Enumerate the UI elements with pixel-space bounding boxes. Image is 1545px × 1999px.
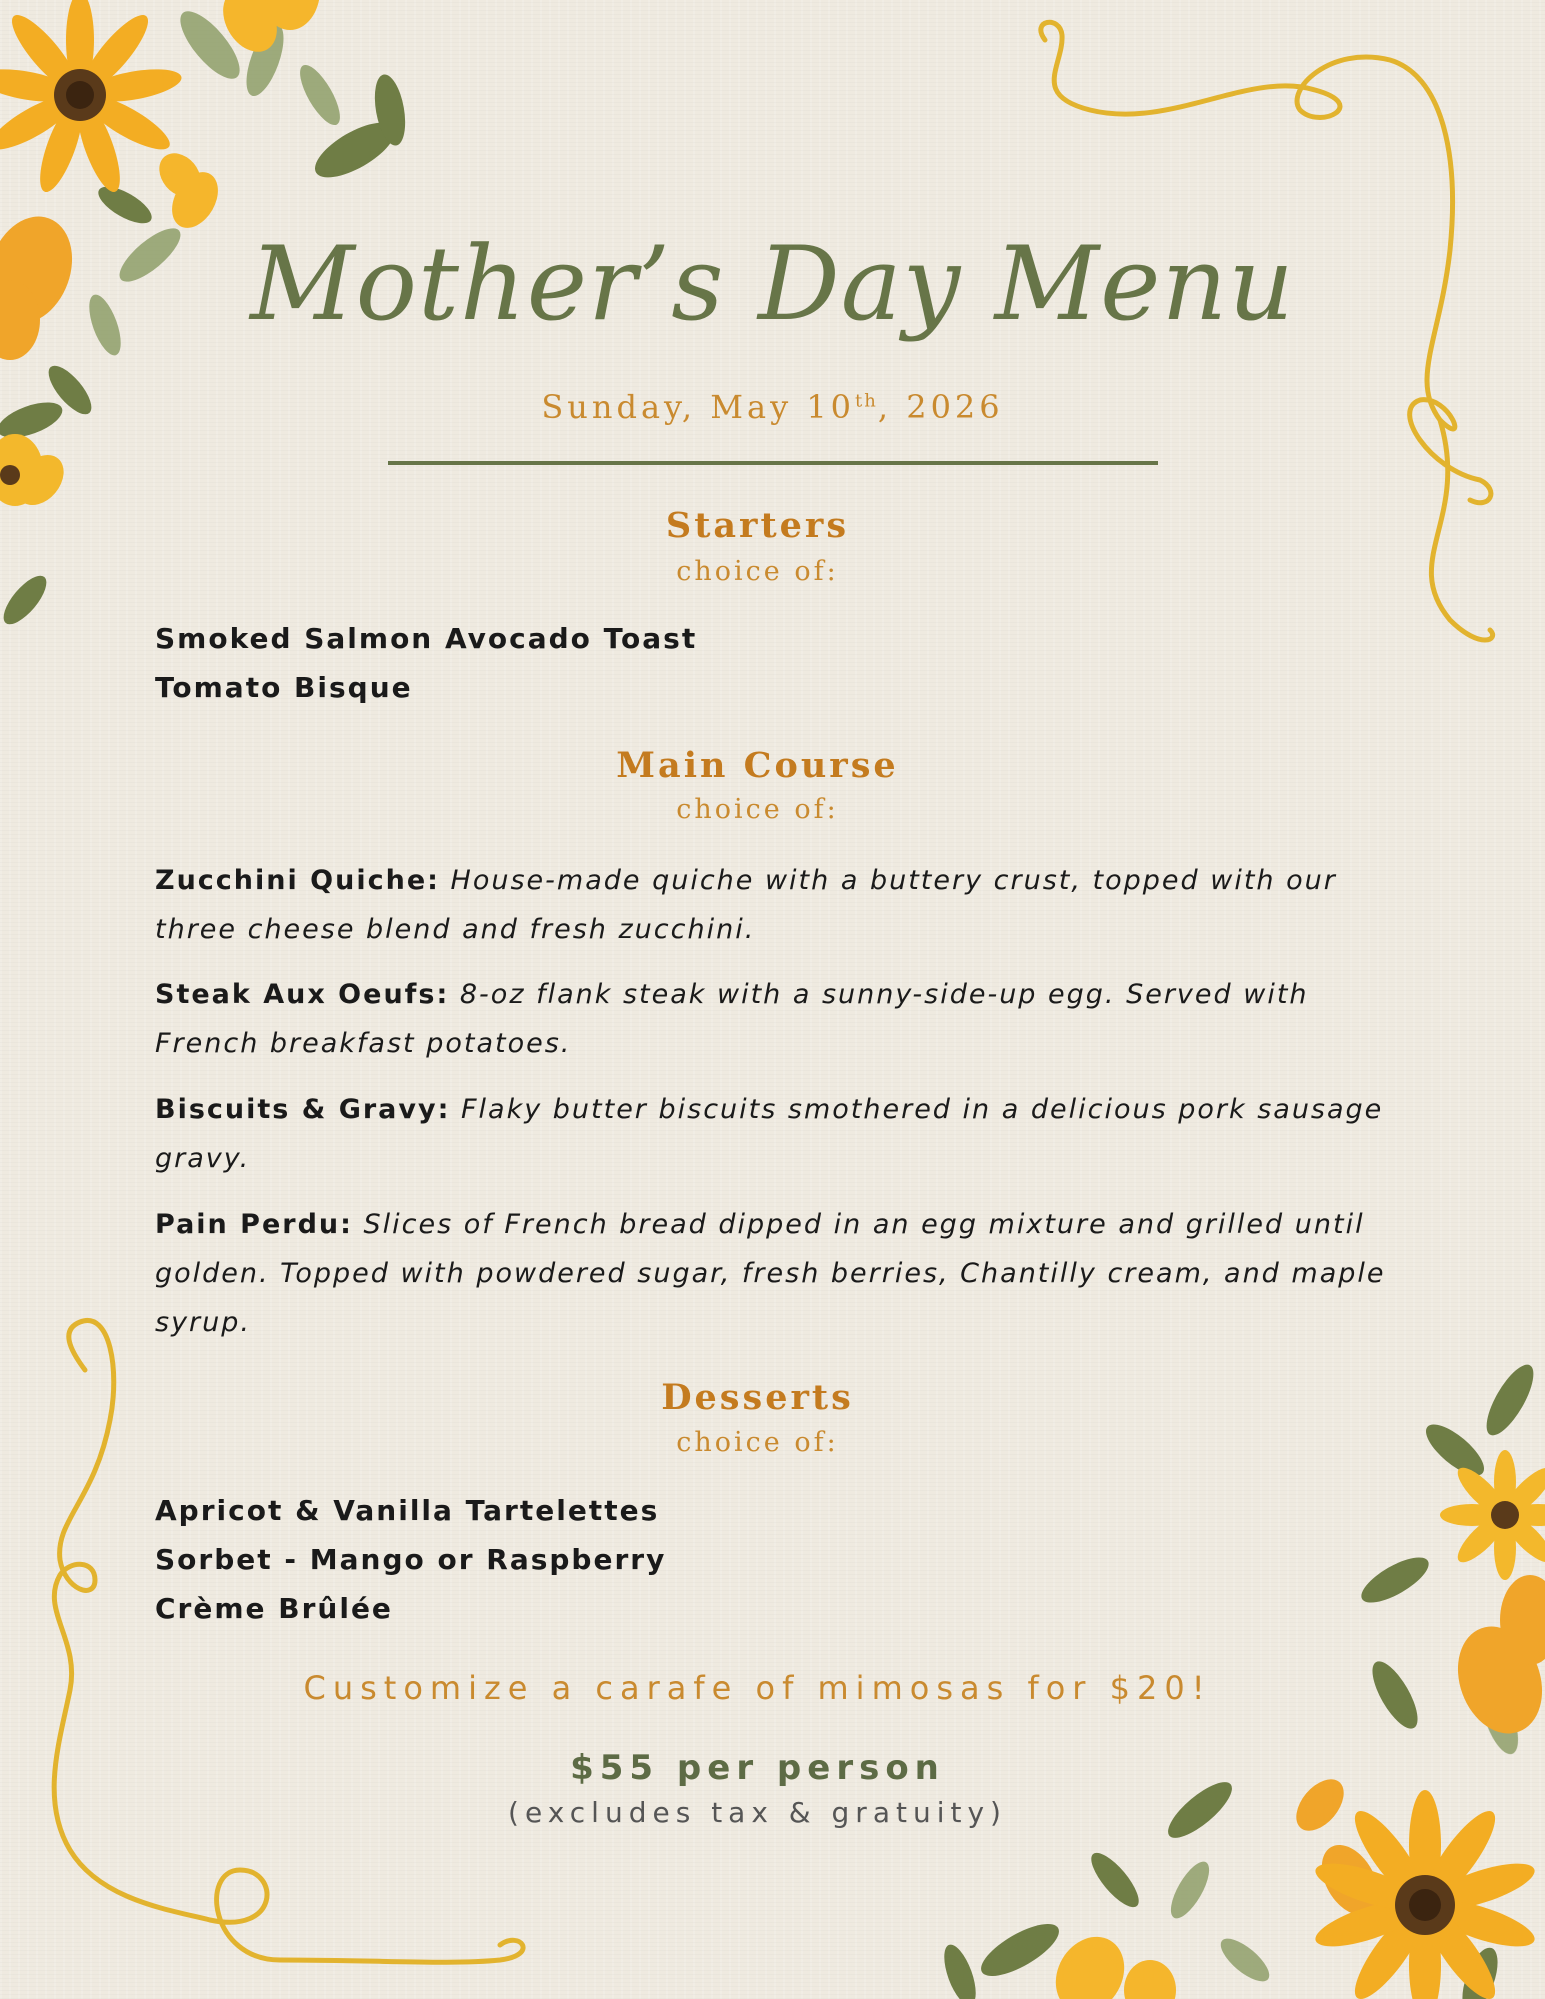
dessert-item: Crème Brûlée: [155, 1592, 393, 1625]
dessert-item: Sorbet - Mango or Raspberry: [155, 1543, 667, 1576]
item-name: Steak Aux Oeufs:: [155, 979, 450, 1010]
menu-title: Mother’s Day Menu: [250, 225, 1295, 344]
main-course-heading: Main Course: [616, 745, 899, 786]
item-name: Zucchini Quiche:: [155, 865, 440, 896]
main-course-item: [155, 1200, 1405, 1347]
dessert-item: Apricot & Vanilla Tartelettes: [155, 1494, 660, 1527]
desserts-heading: Desserts: [661, 1377, 854, 1418]
starter-item: Smoked Salmon Avocado Toast: [155, 622, 698, 655]
item-description: House-made quiche with a buttery crust, topped with our three cheese blend and fresh zucchini.: [155, 865, 1337, 945]
starters-choice: choice of:: [676, 556, 839, 587]
date-suffix: th: [855, 390, 878, 412]
item-description: Flaky butter biscuits smothered in a delicious pork sausage gravy.: [155, 1094, 1384, 1174]
item-description: 8-oz flank steak with a sunny-side-up egg. Served with French breakfast potatoes.: [155, 979, 1309, 1059]
item-name: Biscuits & Gravy:: [155, 1094, 451, 1125]
starter-item: Tomato Bisque: [155, 671, 413, 704]
mimosa-offer: Customize a carafe of mimosas for $20!: [303, 1669, 1212, 1707]
date-year: , 2026: [877, 388, 1004, 426]
price: $55 per person: [570, 1748, 945, 1788]
item-description: Slices of French bread dipped in an egg mixture and grilled until golden. Topped with powdered sugar, fresh berries, Chantilly cream, and maple syrup.: [155, 1209, 1386, 1338]
main-course-item: [155, 1085, 1405, 1183]
price-note: (excludes tax & gratuity): [508, 1796, 1007, 1829]
event-date: [0, 388, 1545, 426]
main-course-choice: choice of:: [676, 794, 839, 825]
main-course-item: [155, 856, 1405, 954]
starters-heading: Starters: [665, 505, 850, 546]
title-divider: [388, 461, 1158, 465]
desserts-choice: choice of:: [676, 1427, 839, 1458]
main-course-item: [155, 970, 1405, 1068]
date-main: Sunday, May 10: [541, 388, 856, 426]
item-name: Pain Perdu:: [155, 1209, 353, 1240]
